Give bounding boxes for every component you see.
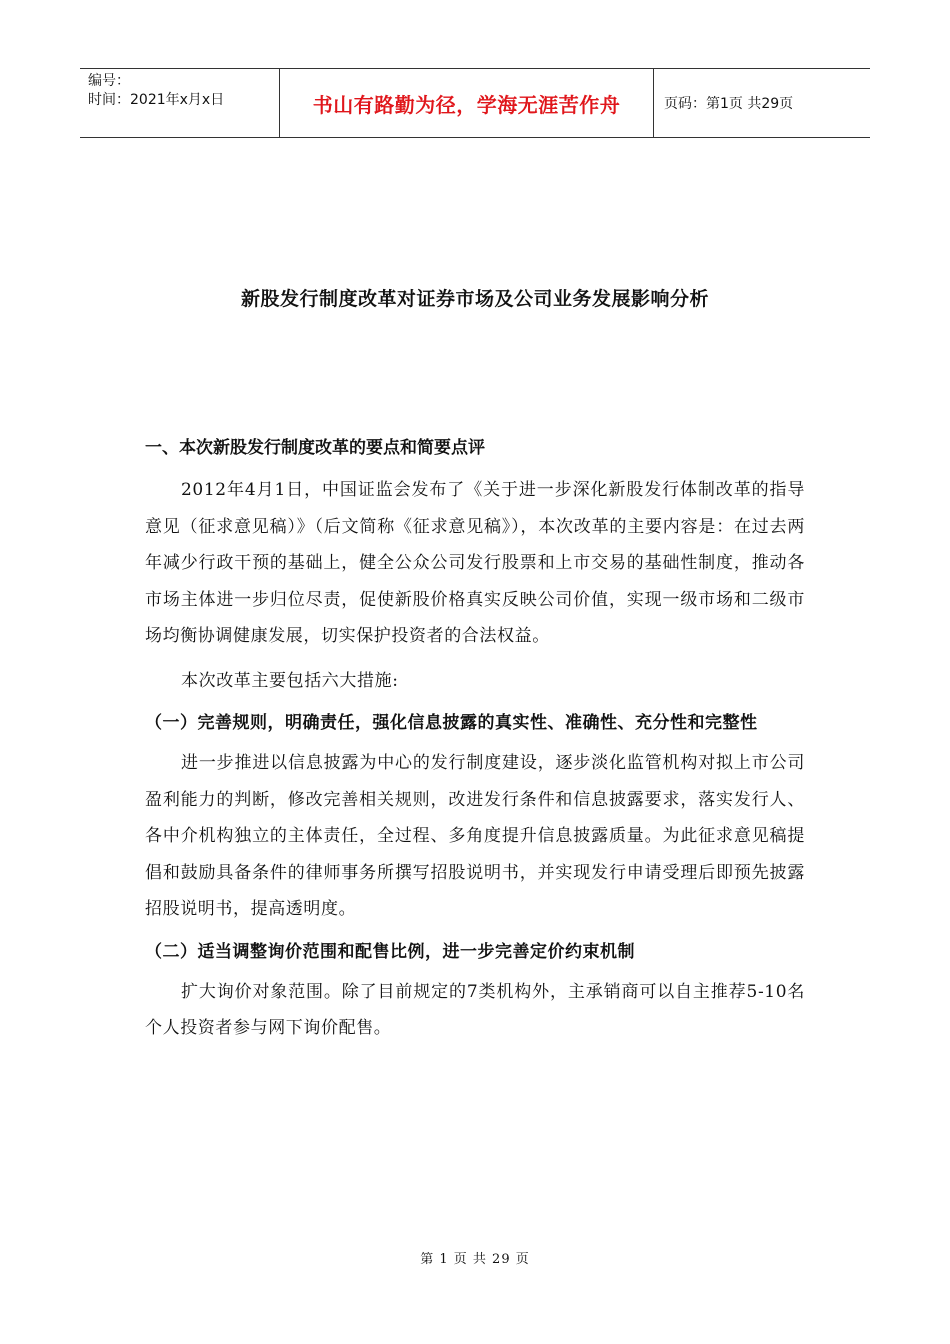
measures-intro-paragraph: 本次改革主要包括六大措施: bbox=[181, 670, 399, 691]
section-heading: 一、本次新股发行制度改革的要点和简要点评 bbox=[145, 438, 485, 458]
document-title: 新股发行制度改革对证券市场及公司业务发展影响分析 bbox=[240, 288, 709, 310]
subsection-heading: （一）完善规则，明确责任，强化信息披露的真实性、准确性、充分性和完整性 bbox=[145, 713, 758, 733]
document-body bbox=[145, 436, 805, 1047]
subsection-heading: （二）适当调整询价范围和配售比例，进一步完善定价约束机制 bbox=[145, 941, 635, 962]
header-number-label: 编号： bbox=[88, 73, 130, 89]
page-footer: 第 1 页 共 29 页 bbox=[420, 1252, 530, 1267]
section-paragraph: 2012年4月1日，中国证监会发布了《关于进一步深化新股发行体制改革的指导意见（征求意见稿）》（后文简称《征求意见稿》），本次改革的主要内容是：在过去两年减少行政干预的基础上，健全公众公司发行股票和上市交易的基础性制度，推动各市场主体进一步归位尽责，促使新股价格真实反映公司价值，实现一级市场和二级市场均衡协调健康发展，切实保护投资者的合法权益。 bbox=[145, 480, 805, 646]
header-date-label: 时间：2021年x月x日 bbox=[88, 92, 225, 108]
subsection-paragraph: 扩大询价对象范围。除了目前规定的7类机构外，主承销商可以自主推荐5-10名个人投资者参与网下询价配售。 bbox=[145, 981, 805, 1038]
header-page-info: 页码：第1页 共29页 bbox=[664, 96, 794, 112]
subsection-paragraph: 进一步推进以信息披露为中心的发行制度建设，逐步淡化监管机构对拟上市公司盈利能力的判断，修改完善相关规则，改进发行条件和信息披露要求，落实发行人、各中介机构独立的主体责任，全过程、多角度提升信息披露质量。为此征求意见稿提倡和鼓励具备条件的律师事务所撰写招股说明书，并实现发行申请受理后即预先披露招股说明书，提高透明度。 bbox=[145, 753, 805, 919]
header-motto: 书山有路勤为径，学海无涯苦作舟 bbox=[280, 69, 654, 137]
document-header bbox=[80, 68, 870, 138]
header-meta-cell bbox=[80, 69, 280, 137]
